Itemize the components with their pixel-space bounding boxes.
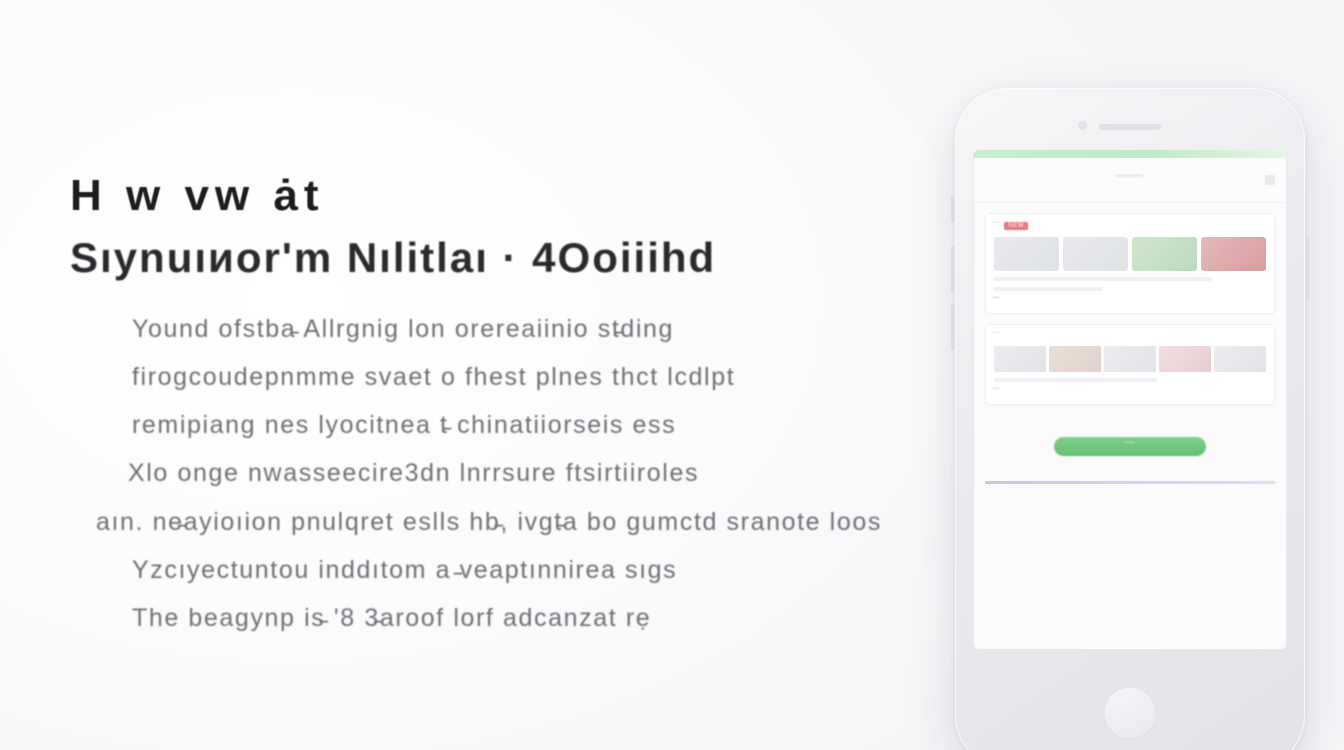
app-header-title: ̅ ̅ ̅ ̅ ̅ ̅̅ — [1117, 175, 1143, 185]
thumbnail[interactable] — [1201, 237, 1266, 271]
front-camera-icon — [1078, 121, 1087, 130]
status-badge: NEW — [1004, 222, 1028, 230]
body-text-list — [70, 314, 970, 635]
grid-thumbnail[interactable] — [1214, 346, 1266, 372]
product-card[interactable] — [985, 213, 1275, 314]
body-line: The beagynp is̵ '8 3̵aroof lorf adcanzat rẹ — [132, 604, 652, 633]
silent-switch[interactable] — [951, 196, 955, 222]
card-header-row — [994, 222, 1266, 230]
thumbnail[interactable] — [1063, 237, 1128, 271]
home-button[interactable] — [1103, 686, 1157, 740]
placeholder-line — [994, 277, 1212, 281]
body-line: remipiang nes lyocitnea t̵ chinatiiorseis ess — [132, 411, 677, 440]
grid-thumbnail[interactable] — [1159, 346, 1211, 372]
page-title: H w vw ȧt — [70, 171, 325, 220]
body-line: aın. ne̵ayioıion pnulqret eslls hb̵, ivgt̵a bo gumctd sranote loos — [96, 507, 882, 536]
gallery-card[interactable] — [985, 324, 1275, 405]
meta-center: ̅̅̅̅̅̅̅ — [1127, 415, 1128, 421]
page-subtitle: Sıynuıиor'm Nılitlaı · 4Ooiiihd — [70, 234, 717, 281]
card-label: ̅̅ ̅̅̅̅ — [994, 222, 999, 230]
volume-up-button[interactable] — [951, 246, 955, 292]
power-button[interactable] — [1305, 238, 1309, 300]
menu-icon[interactable] — [1265, 175, 1275, 185]
grid-thumbnail[interactable] — [1104, 346, 1156, 372]
footer-accent-bar — [985, 481, 1275, 484]
card-link[interactable]: ̅̅̅̅̅̅̅ ̅̅̅̅̅ — [994, 389, 998, 396]
thumbnail[interactable] — [1132, 237, 1197, 271]
phone-screen — [973, 150, 1287, 650]
body-line: firogcoudepnmme svaet o fhest plnes thct lcdlpt — [132, 362, 736, 391]
grid-thumbnail[interactable] — [1049, 346, 1101, 372]
placeholder-line — [994, 378, 1157, 382]
app-progress-bar — [973, 150, 1287, 158]
earpiece-speaker — [1099, 124, 1161, 130]
phone-mockup — [955, 88, 1305, 750]
primary-cta-button[interactable]: ̅̅̅̅̅̅ ̅̅̅̅̅ ̅̅̅̅̅̅̅ — [1054, 437, 1206, 456]
meta-row — [987, 415, 1273, 421]
body-line: Xlo onge nwasseecire3dn lnrrsure ftsirtiiroles — [128, 459, 700, 488]
card-link[interactable]: ̅̅̅̅̅̅ ̅̅̅̅ — [994, 298, 998, 305]
card-label: ̅̅ ̅̅̅̅̅ — [994, 333, 999, 340]
meta-right: ̅̅ ̅̅ ̅̅ — [1267, 415, 1273, 421]
meta-left: ̅̅̅̅ — [987, 415, 988, 421]
thumbnail-strip — [994, 237, 1266, 271]
cta-subtext: ̅̅̅̅̅̅ ̅̅̅̅̅̅̅ — [1128, 465, 1132, 471]
thumbnail[interactable] — [994, 237, 1059, 271]
placeholder-line — [994, 287, 1103, 291]
card-header-row — [994, 333, 1266, 340]
body-line: Yound ofstba̵ Allrgnig lon orereaiinio st̵ding — [132, 314, 675, 343]
thumbnail-grid — [994, 346, 1266, 372]
cta-area — [985, 435, 1275, 471]
volume-down-button[interactable] — [951, 304, 955, 350]
app-header — [973, 158, 1287, 203]
text-content-block — [70, 168, 970, 634]
body-line: Yzcıyectuntou inddıtom a ̵veaptınnirea sıgs — [132, 555, 678, 584]
grid-thumbnail[interactable] — [994, 346, 1046, 372]
